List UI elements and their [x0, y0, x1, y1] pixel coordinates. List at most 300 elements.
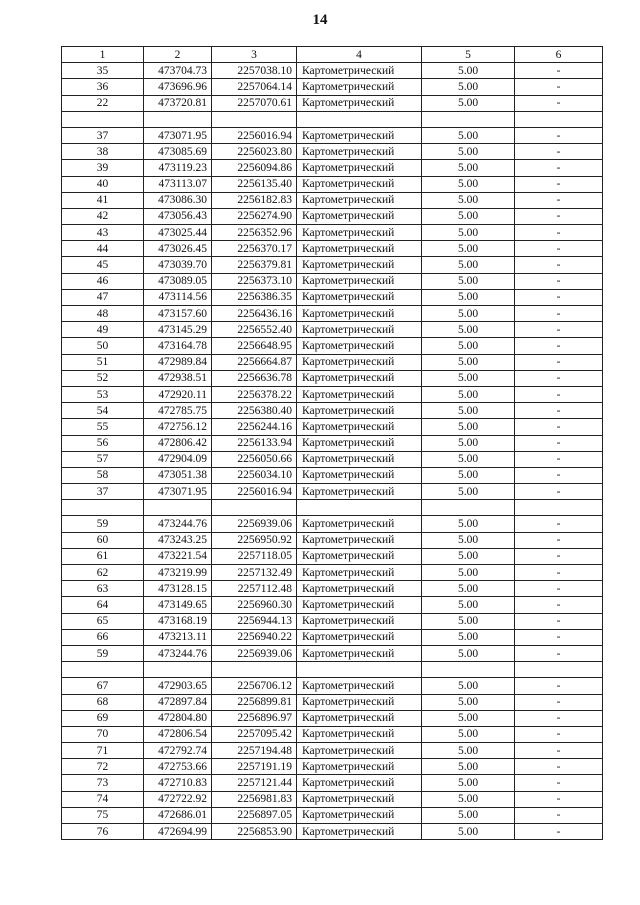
- accuracy-cell: 5.00: [422, 354, 515, 370]
- accuracy-cell: 5.00: [422, 743, 515, 759]
- empty-cell: [422, 500, 515, 516]
- method-cell: Картометрический: [297, 289, 422, 305]
- point-number-cell: 76: [62, 824, 144, 840]
- point-number-cell: 75: [62, 807, 144, 823]
- point-number-cell: 22: [62, 95, 144, 111]
- table-row: [62, 225, 603, 241]
- point-number-cell: 62: [62, 565, 144, 581]
- method-cell: Картометрический: [297, 160, 422, 176]
- method-cell: Картометрический: [297, 386, 422, 402]
- empty-cell: [144, 500, 212, 516]
- y-coordinate-cell: 2256897.05: [212, 807, 297, 823]
- y-coordinate-cell: 2256379.81: [212, 257, 297, 273]
- y-coordinate-cell: 2256034.10: [212, 467, 297, 483]
- empty-cell: [212, 500, 297, 516]
- accuracy-cell: 5.00: [422, 370, 515, 386]
- method-cell: Картометрический: [297, 532, 422, 548]
- y-coordinate-cell: 2256944.13: [212, 613, 297, 629]
- note-cell: -: [515, 743, 603, 759]
- x-coordinate-cell: 473114.56: [144, 289, 212, 305]
- accuracy-cell: 5.00: [422, 451, 515, 467]
- table-row: [62, 160, 603, 176]
- table-row: [62, 678, 603, 694]
- x-coordinate-cell: 472806.42: [144, 435, 212, 451]
- x-coordinate-cell: 473039.70: [144, 257, 212, 273]
- x-coordinate-cell: 473244.76: [144, 516, 212, 532]
- empty-cell: [515, 111, 603, 127]
- y-coordinate-cell: 2256274.90: [212, 208, 297, 224]
- note-cell: -: [515, 516, 603, 532]
- note-cell: -: [515, 63, 603, 79]
- table-row: [62, 354, 603, 370]
- group-separator-row: [62, 500, 603, 516]
- method-cell: Картометрический: [297, 467, 422, 483]
- y-coordinate-cell: 2256373.10: [212, 273, 297, 289]
- empty-cell: [297, 662, 422, 678]
- table-row: [62, 791, 603, 807]
- accuracy-cell: 5.00: [422, 678, 515, 694]
- accuracy-cell: 5.00: [422, 79, 515, 95]
- note-cell: -: [515, 241, 603, 257]
- note-cell: -: [515, 613, 603, 629]
- y-coordinate-cell: 2257095.42: [212, 726, 297, 742]
- point-number-cell: 51: [62, 354, 144, 370]
- note-cell: -: [515, 306, 603, 322]
- accuracy-cell: 5.00: [422, 127, 515, 143]
- point-number-cell: 67: [62, 678, 144, 694]
- table-row: [62, 63, 603, 79]
- y-coordinate-cell: 2256648.95: [212, 338, 297, 354]
- point-number-cell: 48: [62, 306, 144, 322]
- method-cell: Картометрический: [297, 743, 422, 759]
- table-row: [62, 257, 603, 273]
- x-coordinate-cell: 473071.95: [144, 127, 212, 143]
- note-cell: -: [515, 726, 603, 742]
- note-cell: -: [515, 127, 603, 143]
- point-number-cell: 74: [62, 791, 144, 807]
- method-cell: Картометрический: [297, 127, 422, 143]
- x-coordinate-cell: 472897.84: [144, 694, 212, 710]
- accuracy-cell: 5.00: [422, 807, 515, 823]
- table-row: [62, 759, 603, 775]
- y-coordinate-cell: 2257191.19: [212, 759, 297, 775]
- y-coordinate-cell: 2256940.22: [212, 629, 297, 645]
- column-header: 3: [212, 47, 297, 63]
- note-cell: -: [515, 484, 603, 500]
- method-cell: Картометрический: [297, 322, 422, 338]
- method-cell: Картометрический: [297, 241, 422, 257]
- empty-cell: [515, 500, 603, 516]
- x-coordinate-cell: 472694.99: [144, 824, 212, 840]
- point-number-cell: 53: [62, 386, 144, 402]
- note-cell: -: [515, 79, 603, 95]
- method-cell: Картометрический: [297, 192, 422, 208]
- x-coordinate-cell: 473071.95: [144, 484, 212, 500]
- note-cell: -: [515, 678, 603, 694]
- accuracy-cell: 5.00: [422, 613, 515, 629]
- method-cell: Картометрический: [297, 208, 422, 224]
- point-number-cell: 73: [62, 775, 144, 791]
- accuracy-cell: 5.00: [422, 565, 515, 581]
- method-cell: Картометрический: [297, 451, 422, 467]
- method-cell: Картометрический: [297, 710, 422, 726]
- note-cell: -: [515, 451, 603, 467]
- y-coordinate-cell: 2256050.66: [212, 451, 297, 467]
- x-coordinate-cell: 473149.65: [144, 597, 212, 613]
- empty-cell: [62, 500, 144, 516]
- x-coordinate-cell: 473119.23: [144, 160, 212, 176]
- table-row: [62, 144, 603, 160]
- method-cell: Картометрический: [297, 597, 422, 613]
- y-coordinate-cell: 2256023.80: [212, 144, 297, 160]
- point-number-cell: 43: [62, 225, 144, 241]
- y-coordinate-cell: 2257038.10: [212, 63, 297, 79]
- note-cell: -: [515, 645, 603, 661]
- accuracy-cell: 5.00: [422, 759, 515, 775]
- point-number-cell: 37: [62, 484, 144, 500]
- y-coordinate-cell: 2256352.96: [212, 225, 297, 241]
- accuracy-cell: 5.00: [422, 775, 515, 791]
- table-row: [62, 548, 603, 564]
- point-number-cell: 45: [62, 257, 144, 273]
- note-cell: -: [515, 759, 603, 775]
- x-coordinate-cell: 472989.84: [144, 354, 212, 370]
- point-number-cell: 39: [62, 160, 144, 176]
- x-coordinate-cell: 473164.78: [144, 338, 212, 354]
- accuracy-cell: 5.00: [422, 144, 515, 160]
- table-row: [62, 419, 603, 435]
- note-cell: -: [515, 370, 603, 386]
- table-row: [62, 467, 603, 483]
- point-number-cell: 49: [62, 322, 144, 338]
- x-coordinate-cell: 472710.83: [144, 775, 212, 791]
- empty-cell: [62, 111, 144, 127]
- accuracy-cell: 5.00: [422, 791, 515, 807]
- point-number-cell: 50: [62, 338, 144, 354]
- y-coordinate-cell: 2256636.78: [212, 370, 297, 386]
- x-coordinate-cell: 472938.51: [144, 370, 212, 386]
- x-coordinate-cell: 473089.05: [144, 273, 212, 289]
- accuracy-cell: 5.00: [422, 338, 515, 354]
- accuracy-cell: 5.00: [422, 419, 515, 435]
- table-row: [62, 208, 603, 224]
- point-number-cell: 61: [62, 548, 144, 564]
- x-coordinate-cell: 472686.01: [144, 807, 212, 823]
- x-coordinate-cell: 473157.60: [144, 306, 212, 322]
- y-coordinate-cell: 2256981.83: [212, 791, 297, 807]
- coordinates-table: [61, 46, 603, 840]
- x-coordinate-cell: 473168.19: [144, 613, 212, 629]
- empty-cell: [422, 111, 515, 127]
- table-row: [62, 565, 603, 581]
- table-row: [62, 176, 603, 192]
- point-number-cell: 58: [62, 467, 144, 483]
- table-body: [62, 63, 603, 840]
- accuracy-cell: 5.00: [422, 710, 515, 726]
- x-coordinate-cell: 472903.65: [144, 678, 212, 694]
- method-cell: Картометрический: [297, 791, 422, 807]
- x-coordinate-cell: 472792.74: [144, 743, 212, 759]
- note-cell: -: [515, 597, 603, 613]
- accuracy-cell: 5.00: [422, 257, 515, 273]
- table-row: [62, 79, 603, 95]
- table-row: [62, 710, 603, 726]
- group-separator-row: [62, 111, 603, 127]
- point-number-cell: 64: [62, 597, 144, 613]
- y-coordinate-cell: 2256552.40: [212, 322, 297, 338]
- y-coordinate-cell: 2256706.12: [212, 678, 297, 694]
- point-number-cell: 52: [62, 370, 144, 386]
- empty-cell: [144, 662, 212, 678]
- point-number-cell: 35: [62, 63, 144, 79]
- table-row: [62, 824, 603, 840]
- method-cell: Картометрический: [297, 79, 422, 95]
- method-cell: Картометрический: [297, 678, 422, 694]
- method-cell: Картометрический: [297, 694, 422, 710]
- accuracy-cell: 5.00: [422, 645, 515, 661]
- method-cell: Картометрический: [297, 775, 422, 791]
- x-coordinate-cell: 473085.69: [144, 144, 212, 160]
- x-coordinate-cell: 473025.44: [144, 225, 212, 241]
- point-number-cell: 72: [62, 759, 144, 775]
- point-number-cell: 69: [62, 710, 144, 726]
- table-row: [62, 726, 603, 742]
- x-coordinate-cell: 473056.43: [144, 208, 212, 224]
- point-number-cell: 42: [62, 208, 144, 224]
- y-coordinate-cell: 2257112.48: [212, 581, 297, 597]
- y-coordinate-cell: 2256182.83: [212, 192, 297, 208]
- method-cell: Картометрический: [297, 435, 422, 451]
- accuracy-cell: 5.00: [422, 581, 515, 597]
- group-separator-row: [62, 662, 603, 678]
- table-row: [62, 127, 603, 143]
- point-number-cell: 36: [62, 79, 144, 95]
- table-row: [62, 306, 603, 322]
- empty-cell: [297, 500, 422, 516]
- y-coordinate-cell: 2256016.94: [212, 484, 297, 500]
- accuracy-cell: 5.00: [422, 176, 515, 192]
- point-number-cell: 37: [62, 127, 144, 143]
- method-cell: Картометрический: [297, 403, 422, 419]
- y-coordinate-cell: 2256094.86: [212, 160, 297, 176]
- y-coordinate-cell: 2257194.48: [212, 743, 297, 759]
- x-coordinate-cell: 473051.38: [144, 467, 212, 483]
- accuracy-cell: 5.00: [422, 824, 515, 840]
- x-coordinate-cell: 472904.09: [144, 451, 212, 467]
- note-cell: -: [515, 144, 603, 160]
- accuracy-cell: 5.00: [422, 532, 515, 548]
- method-cell: Картометрический: [297, 176, 422, 192]
- y-coordinate-cell: 2256896.97: [212, 710, 297, 726]
- table-row: [62, 338, 603, 354]
- note-cell: -: [515, 581, 603, 597]
- point-number-cell: 55: [62, 419, 144, 435]
- method-cell: Картометрический: [297, 144, 422, 160]
- point-number-cell: 41: [62, 192, 144, 208]
- empty-cell: [212, 111, 297, 127]
- accuracy-cell: 5.00: [422, 467, 515, 483]
- y-coordinate-cell: 2256016.94: [212, 127, 297, 143]
- point-number-cell: 56: [62, 435, 144, 451]
- accuracy-cell: 5.00: [422, 435, 515, 451]
- table-row: [62, 775, 603, 791]
- table-row: [62, 403, 603, 419]
- y-coordinate-cell: 2256939.06: [212, 645, 297, 661]
- accuracy-cell: 5.00: [422, 241, 515, 257]
- empty-cell: [62, 662, 144, 678]
- note-cell: -: [515, 807, 603, 823]
- y-coordinate-cell: 2256378.22: [212, 386, 297, 402]
- accuracy-cell: 5.00: [422, 597, 515, 613]
- accuracy-cell: 5.00: [422, 548, 515, 564]
- x-coordinate-cell: 473128.15: [144, 581, 212, 597]
- y-coordinate-cell: 2256244.16: [212, 419, 297, 435]
- x-coordinate-cell: 472806.54: [144, 726, 212, 742]
- y-coordinate-cell: 2256939.06: [212, 516, 297, 532]
- x-coordinate-cell: 473026.45: [144, 241, 212, 257]
- note-cell: -: [515, 176, 603, 192]
- page-number: 14: [312, 12, 328, 28]
- method-cell: Картометрический: [297, 824, 422, 840]
- table-row: [62, 273, 603, 289]
- note-cell: -: [515, 435, 603, 451]
- table-row: [62, 370, 603, 386]
- x-coordinate-cell: 472722.92: [144, 791, 212, 807]
- x-coordinate-cell: 473145.29: [144, 322, 212, 338]
- method-cell: Картометрический: [297, 306, 422, 322]
- x-coordinate-cell: 472753.66: [144, 759, 212, 775]
- x-coordinate-cell: 473696.96: [144, 79, 212, 95]
- point-number-cell: 38: [62, 144, 144, 160]
- empty-cell: [422, 662, 515, 678]
- x-coordinate-cell: 473219.99: [144, 565, 212, 581]
- y-coordinate-cell: 2256386.35: [212, 289, 297, 305]
- table-row: [62, 484, 603, 500]
- note-cell: -: [515, 322, 603, 338]
- method-cell: Картометрический: [297, 354, 422, 370]
- y-coordinate-cell: 2256380.40: [212, 403, 297, 419]
- method-cell: Картометрический: [297, 516, 422, 532]
- method-cell: Картометрический: [297, 370, 422, 386]
- column-header: 4: [297, 47, 422, 63]
- point-number-cell: 54: [62, 403, 144, 419]
- point-number-cell: 59: [62, 645, 144, 661]
- x-coordinate-cell: 473221.54: [144, 548, 212, 564]
- empty-cell: [297, 111, 422, 127]
- point-number-cell: 59: [62, 516, 144, 532]
- column-header: 2: [144, 47, 212, 63]
- method-cell: Картометрический: [297, 95, 422, 111]
- y-coordinate-cell: 2256950.92: [212, 532, 297, 548]
- y-coordinate-cell: 2257121.44: [212, 775, 297, 791]
- point-number-cell: 66: [62, 629, 144, 645]
- y-coordinate-cell: 2256960.30: [212, 597, 297, 613]
- x-coordinate-cell: 473243.25: [144, 532, 212, 548]
- table-row: [62, 645, 603, 661]
- note-cell: -: [515, 160, 603, 176]
- note-cell: -: [515, 467, 603, 483]
- note-cell: -: [515, 338, 603, 354]
- note-cell: -: [515, 257, 603, 273]
- point-number-cell: 57: [62, 451, 144, 467]
- method-cell: Картометрический: [297, 726, 422, 742]
- method-cell: Картометрический: [297, 581, 422, 597]
- accuracy-cell: 5.00: [422, 289, 515, 305]
- point-number-cell: 40: [62, 176, 144, 192]
- note-cell: -: [515, 824, 603, 840]
- table-header-row: [62, 47, 603, 63]
- accuracy-cell: 5.00: [422, 403, 515, 419]
- note-cell: -: [515, 775, 603, 791]
- y-coordinate-cell: 2257064.14: [212, 79, 297, 95]
- x-coordinate-cell: 473720.81: [144, 95, 212, 111]
- table-row: [62, 597, 603, 613]
- table-row: [62, 435, 603, 451]
- table-row: [62, 516, 603, 532]
- table-row: [62, 95, 603, 111]
- y-coordinate-cell: 2256899.81: [212, 694, 297, 710]
- method-cell: Картометрический: [297, 645, 422, 661]
- note-cell: -: [515, 273, 603, 289]
- y-coordinate-cell: 2256135.40: [212, 176, 297, 192]
- table-row: [62, 322, 603, 338]
- accuracy-cell: 5.00: [422, 273, 515, 289]
- method-cell: Картометрический: [297, 629, 422, 645]
- accuracy-cell: 5.00: [422, 484, 515, 500]
- note-cell: -: [515, 403, 603, 419]
- y-coordinate-cell: 2256436.16: [212, 306, 297, 322]
- note-cell: -: [515, 565, 603, 581]
- table-row: [62, 807, 603, 823]
- method-cell: Картометрический: [297, 613, 422, 629]
- note-cell: -: [515, 225, 603, 241]
- point-number-cell: 44: [62, 241, 144, 257]
- accuracy-cell: 5.00: [422, 306, 515, 322]
- y-coordinate-cell: 2257070.61: [212, 95, 297, 111]
- x-coordinate-cell: 473704.73: [144, 63, 212, 79]
- note-cell: -: [515, 289, 603, 305]
- column-header: 5: [422, 47, 515, 63]
- table-row: [62, 629, 603, 645]
- y-coordinate-cell: 2256853.90: [212, 824, 297, 840]
- point-number-cell: 68: [62, 694, 144, 710]
- table-row: [62, 694, 603, 710]
- x-coordinate-cell: 473086.30: [144, 192, 212, 208]
- x-coordinate-cell: 473244.76: [144, 645, 212, 661]
- x-coordinate-cell: 472756.12: [144, 419, 212, 435]
- method-cell: Картометрический: [297, 225, 422, 241]
- note-cell: -: [515, 694, 603, 710]
- table-row: [62, 386, 603, 402]
- table-row: [62, 289, 603, 305]
- empty-cell: [515, 662, 603, 678]
- y-coordinate-cell: 2257132.49: [212, 565, 297, 581]
- accuracy-cell: 5.00: [422, 516, 515, 532]
- column-header: 6: [515, 47, 603, 63]
- table-row: [62, 451, 603, 467]
- accuracy-cell: 5.00: [422, 386, 515, 402]
- method-cell: Картометрический: [297, 548, 422, 564]
- method-cell: Картометрический: [297, 257, 422, 273]
- method-cell: Картометрический: [297, 273, 422, 289]
- method-cell: Картометрический: [297, 63, 422, 79]
- method-cell: Картометрический: [297, 419, 422, 435]
- note-cell: -: [515, 192, 603, 208]
- empty-cell: [212, 662, 297, 678]
- accuracy-cell: 5.00: [422, 95, 515, 111]
- method-cell: Картометрический: [297, 484, 422, 500]
- x-coordinate-cell: 473213.11: [144, 629, 212, 645]
